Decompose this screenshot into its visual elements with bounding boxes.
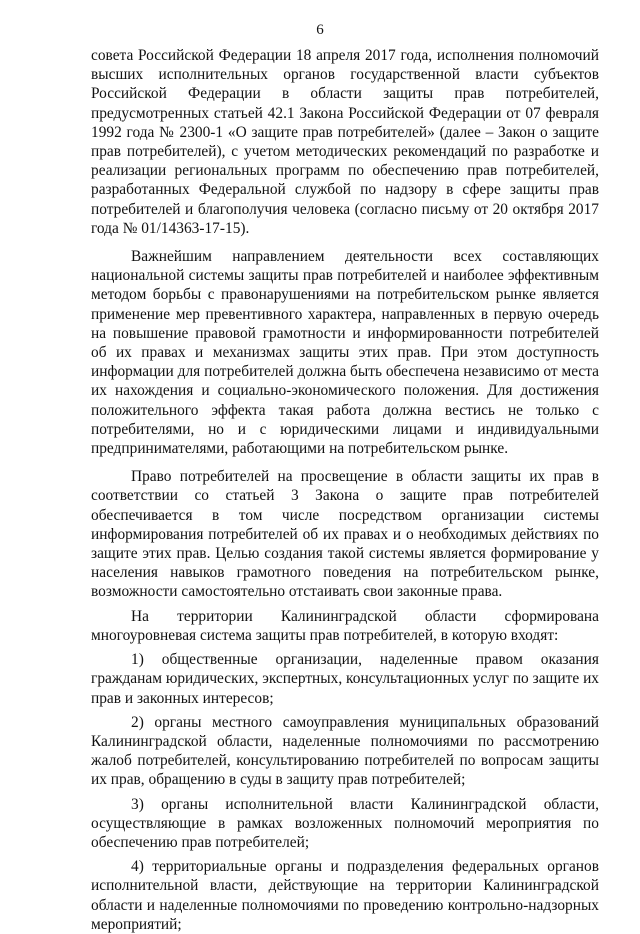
page-number: 6 [316,22,324,38]
list-item-2: 2) органы местного самоуправления муниципальных образований Калининградской области, наделенные полномочиями по рассмотрению жалоб потребителей, консультированию потребителей по вопросам защиты их прав, обращению в суды в защиту прав потребителей; [91,713,599,789]
paragraph-right-to-education: Право потребителей на просвещение в области защиты их прав в соответствии со статьей 3 Закона о защите прав потребителей обеспечивается в том числе посредством организации системы информирования потребителей об их правах и о необходимых действиях по защите этих прав. Целью создания такой системы является формирование у населения навыков грамотного поведения на потребительском рынке, возможности самостоятельно отстаивать свои законные права. [91,468,599,601]
list-item-4: 4) территориальные органы и подразделения федеральных органов исполнительной власти, действующие на территории Калининградской области и наделенные полномочиями по проведению контрольно-надзорных мероприятий; [91,858,599,933]
list-item-3: 3) органы исполнительной власти Калининградской области, осуществляющие в рамках возложенных полномочий мероприятия по обеспечению прав потребителей; [91,795,599,851]
paragraph-continuation: совета Российской Федерации 18 апреля 2017 года, исполнения полномочий высших исполнительных органов государственной власти субъектов Российской Федерации в области защиты прав потребителей, предусмотренных статьей 42.1 Закона Российской Федерации от 07 февраля 1992 года № 2300-1 «О защите прав потребителей» (далее – Закон о защите прав потребителей), с учетом методических рекомендаций по разработке и реализации региональных программ по обеспечению прав потребителей, разработанных Федеральной службой по надзору в сфере защиты прав потребителей и благополучия человека (согласно письму от 20 октября 2017 года № 01/14363-17-15). [91,47,599,237]
paragraph-main-direction: Важнейшим направлением деятельности всех составляющих национальной системы защиты прав потребителей и наиболее эффективным методом борьбы с правонарушениями на потребительском рынке является применение мер превентивного характера, направленных в первую очередь на повышение правовой грамотности и информированности потребителей об их правах и механизмах защиты этих прав. При этом доступность информации для потребителей должна быть обеспечена независимо от места их нахождения и социально-экономического положения. Для достижения положительного эффекта такая работа должна вестись не только с потребителями, но и с юридическими лицами и индивидуальными предпринимателями, работающими на потребительском рынке. [91,248,599,458]
paragraph-system-intro: На территории Калининградской области сформирована многоуровневая система защиты прав потребителей, в которую входят: [91,607,599,644]
document-body [91,46,599,934]
list-item-1: 1) общественные организации, наделенные правом оказания гражданам юридических, экспертных, консультационных услуг по защите их прав и законных интересов; [91,651,599,707]
